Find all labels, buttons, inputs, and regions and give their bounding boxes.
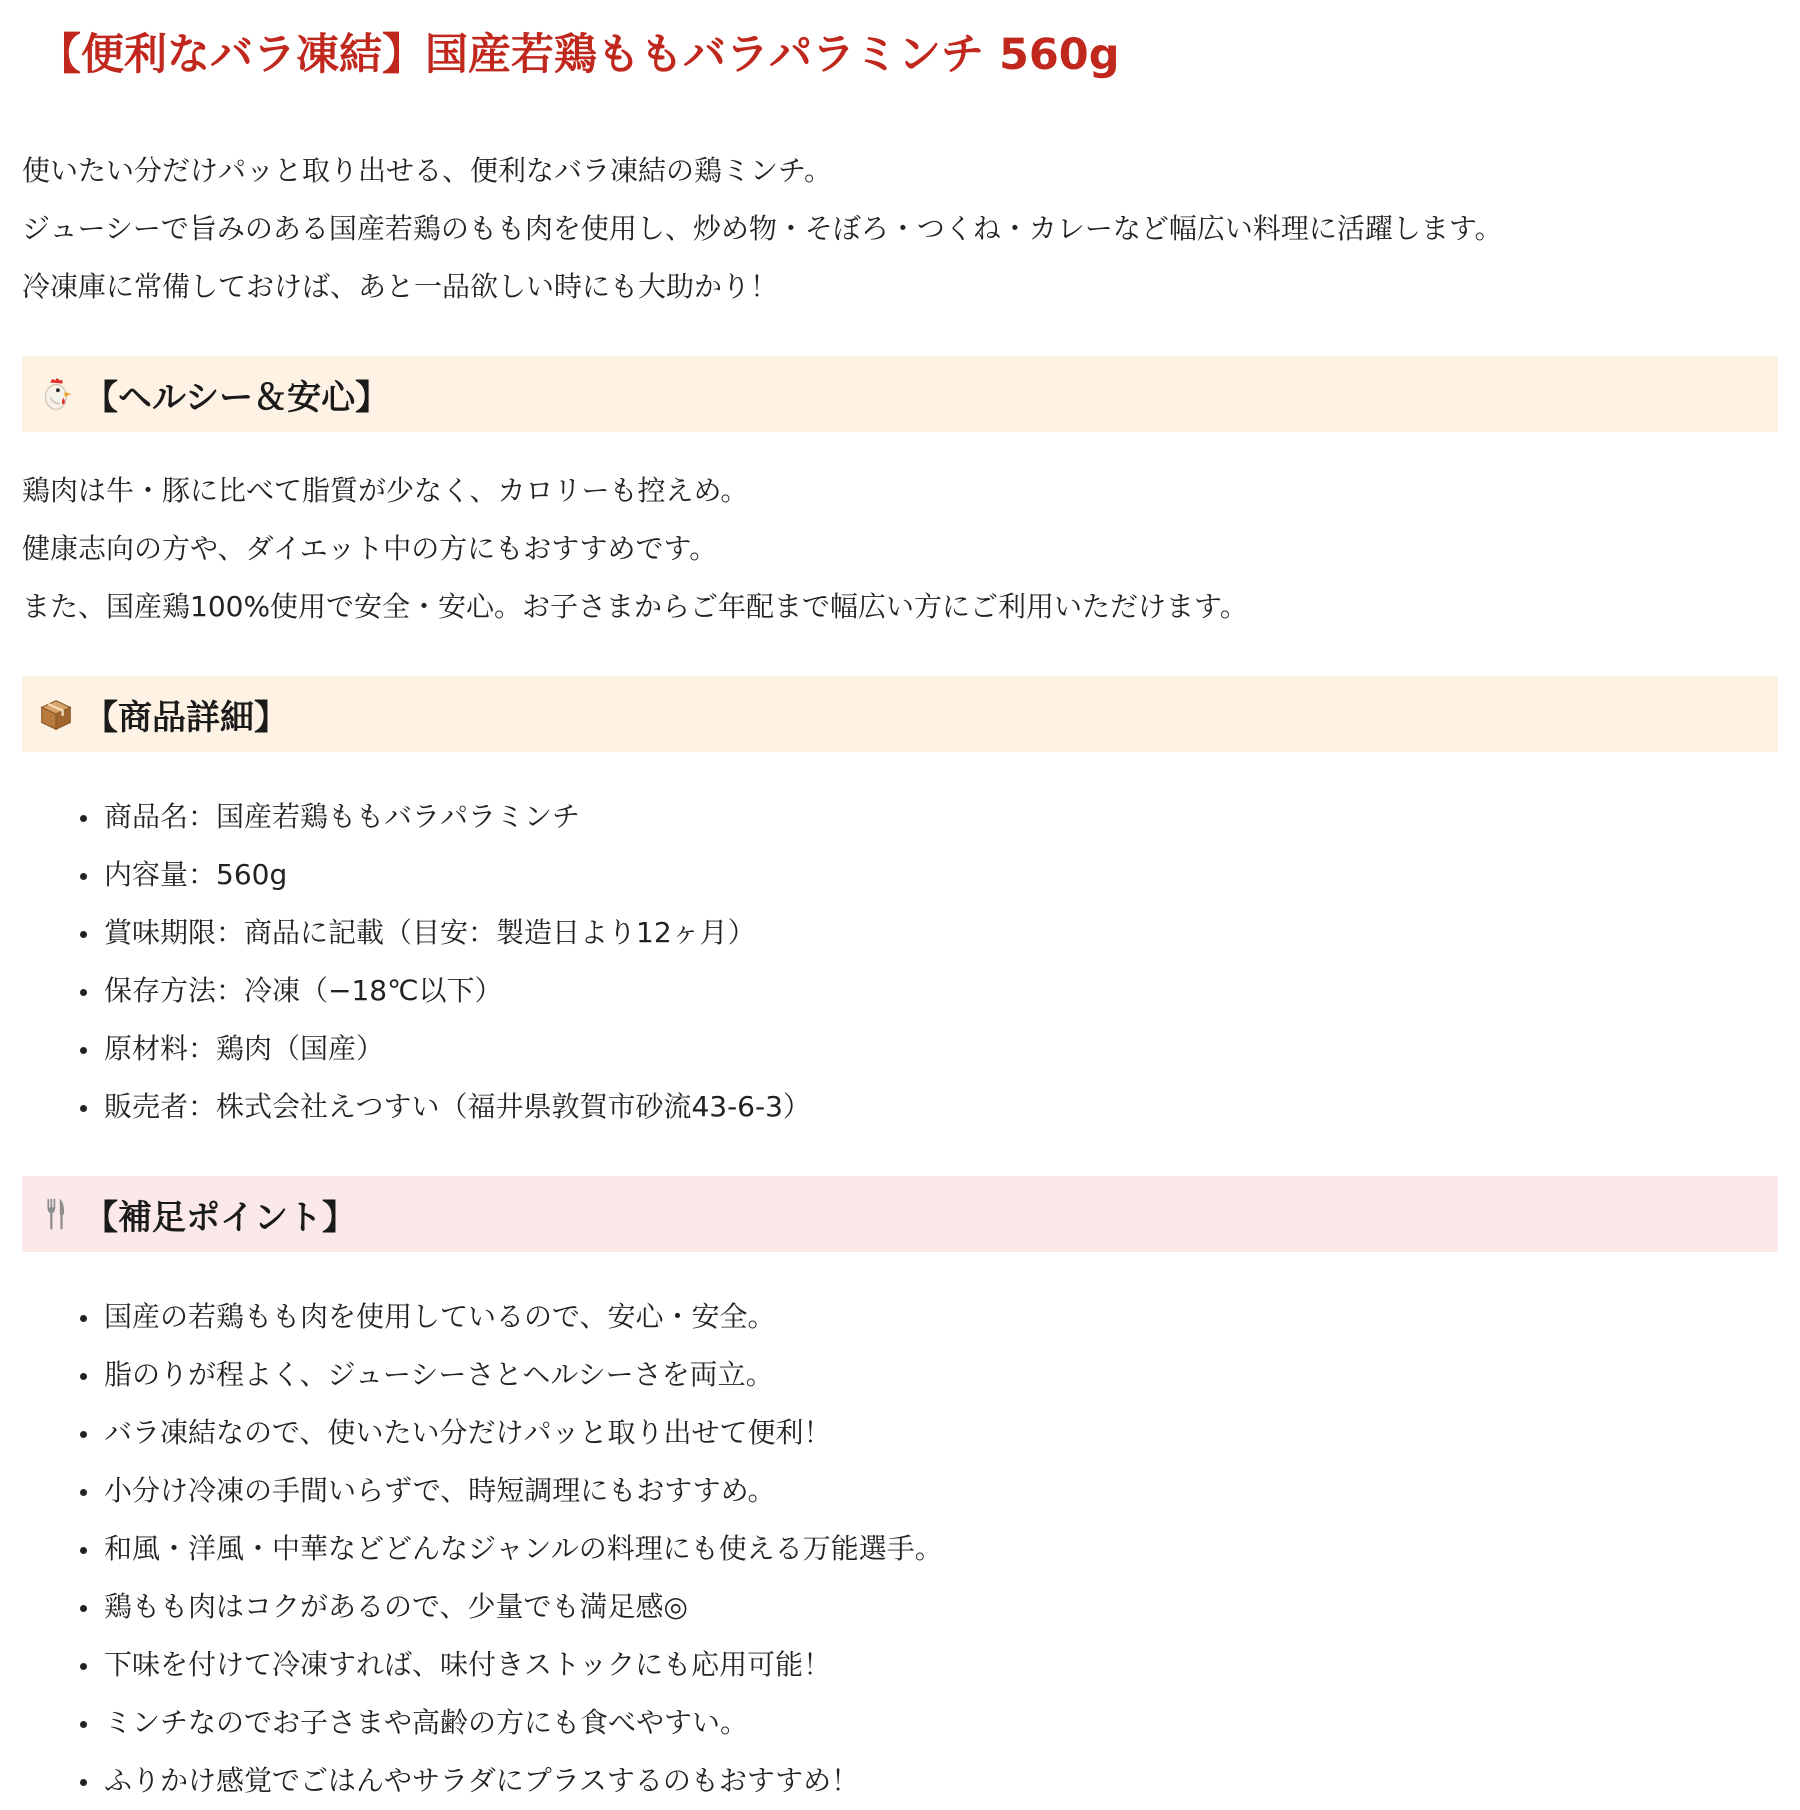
list-item: ミンチなのでお子さまや高齢の方にも食べやすい。 [80,1694,1778,1752]
list-item: バラ凍結なので、使いたい分だけパッと取り出せて便利！ [80,1404,1778,1462]
list-item: 保存方法：冷凍（−18℃以下） [80,962,1778,1020]
body-line: 鶏肉は牛・豚に比べて脂質が少なく、カロリーも控えめ。 [22,474,749,507]
list-item: 小分け冷凍の手間いらずで、時短調理にもおすすめ。 [80,1462,1778,1520]
page-title: 【便利なバラ凍結】国産若鶏ももバラパラミンチ 560g [38,30,1120,80]
section-body-healthy [22,462,1778,636]
section-heading-text: 【補足ポイント】 [84,1197,356,1238]
section-heading-details [22,676,1778,752]
list-item: 和風・洋風・中華などどんなジャンルの料理にも使える万能選手。 [80,1520,1778,1578]
list-item: 原材料：鶏肉（国産） [80,1020,1778,1078]
list-item: 商品名：国産若鶏ももバラパラミンチ [80,788,1778,846]
list-item: 下味を付けて冷凍すれば、味付きストックにも応用可能！ [80,1636,1778,1694]
list-item: ふりかけ感覚でごはんやサラダにプラスするのもおすすめ！ [80,1752,1778,1810]
section-heading-healthy [22,356,1778,432]
intro-line: 冷凍庫に常備しておけば、あと一品欲しい時にも大助かり！ [22,270,779,303]
package-icon [34,692,78,736]
intro-paragraph [22,142,1778,316]
section-heading-text: 【ヘルシー＆安心】 [84,377,390,418]
points-list [22,1288,1778,1810]
list-item: 鶏もも肉はコクがあるので、少量でも満足感◎ [80,1578,1778,1636]
body-line: また、国産鶏100%使用で安全・安心。お子さまからご年配まで幅広い方にご利用いただけます。 [22,590,1248,623]
list-item: 脂のりが程よく、ジューシーさとヘルシーさを両立。 [80,1346,1778,1404]
intro-line: ジューシーで旨みのある国産若鶏のもも肉を使用し、炒め物・そぼろ・つくね・カレーなど幅広い料理に活躍します。 [22,212,1503,245]
section-heading-points [22,1176,1778,1252]
fork-knife-icon [34,1192,78,1236]
section-heading-text: 【商品詳細】 [84,697,288,738]
list-item: 内容量：560g [80,846,1778,904]
details-list [22,788,1778,1136]
list-item: 販売者：株式会社えつすい（福井県敦賀市砂流43-6-3） [80,1078,1778,1136]
chicken-icon [34,372,78,416]
list-item: 国産の若鶏もも肉を使用しているので、安心・安全。 [80,1288,1778,1346]
list-item: 賞味期限：商品に記載（目安：製造日より12ヶ月） [80,904,1778,962]
intro-line: 使いたい分だけパッと取り出せる、便利なバラ凍結の鶏ミンチ。 [22,154,833,187]
body-line: 健康志向の方や、ダイエット中の方にもおすすめです。 [22,532,718,565]
